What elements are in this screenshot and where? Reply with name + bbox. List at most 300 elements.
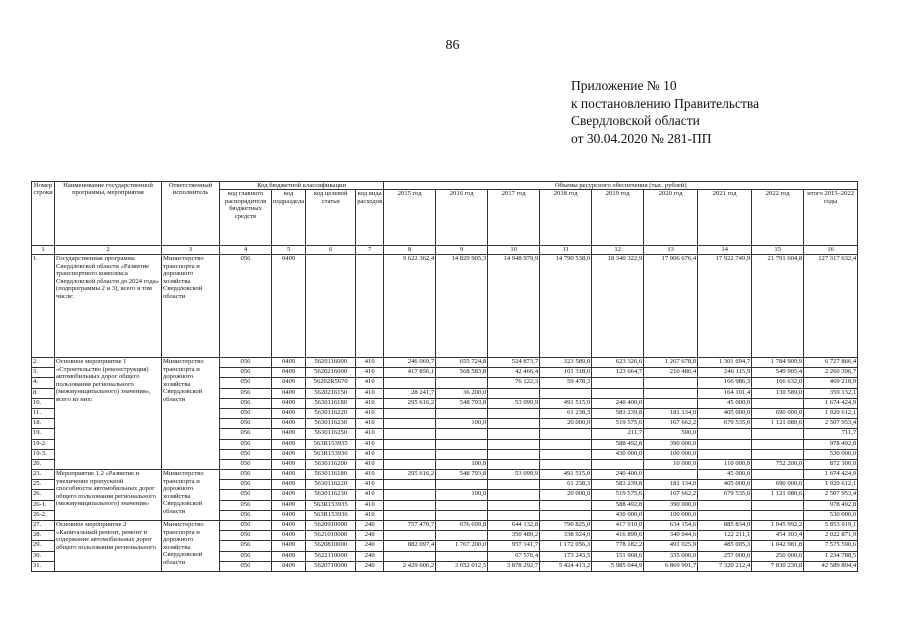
- amount-cell: 405 000,0: [698, 408, 752, 418]
- amount-cell: 53 099,9: [488, 398, 540, 408]
- amount-cell: [752, 500, 804, 510]
- amount-cell: 122 211,1: [698, 531, 752, 541]
- amount-cell: 634 154,6: [644, 521, 698, 531]
- amount-cell: 14 948 979,9: [488, 255, 540, 358]
- amount-cell: 2 022 871,9: [804, 531, 858, 541]
- amount-cell: 76 122,3: [488, 378, 540, 388]
- header-year: 2020 год: [644, 190, 698, 246]
- expense-type-code: 410: [356, 500, 384, 510]
- target-code: 5620910000: [306, 521, 356, 531]
- amount-cell: [384, 378, 436, 388]
- measure-name: Мероприятие 1.2 «Развитие и увеличение пропускной способности автомобильных дорог общего пользования регионального (межмуниципального) значения»: [55, 470, 162, 521]
- column-number: 9: [436, 246, 488, 255]
- amount-cell: 469 218,9: [804, 378, 858, 388]
- expense-type-code: 240: [356, 521, 384, 531]
- amount-cell: 623 326,6: [592, 358, 644, 368]
- header-year: 2018 год: [540, 190, 592, 246]
- row-number: 26-1.: [32, 500, 55, 510]
- amount-cell: 417 910,0: [592, 521, 644, 531]
- expense-type-code: 410: [356, 419, 384, 429]
- amount-cell: [384, 439, 436, 449]
- expense-type-code: 410: [356, 490, 384, 500]
- kgrbs-code: 056: [220, 439, 272, 449]
- subsection-code: 0409: [272, 561, 306, 571]
- header-year: 2016 год: [436, 190, 488, 246]
- row-number: 10.: [32, 398, 55, 408]
- amount-cell: 181 134,0: [644, 408, 698, 418]
- amount-cell: 295 616,2: [384, 398, 436, 408]
- kgrbs-code: 056: [220, 490, 272, 500]
- column-number: 4: [220, 246, 272, 255]
- amount-cell: 3 878 292,7: [488, 561, 540, 571]
- target-code: 5630116250: [306, 429, 356, 439]
- amount-cell: 17 906 676,4: [644, 255, 698, 358]
- amount-cell: 123 664,7: [592, 368, 644, 378]
- expense-type-code: [356, 255, 384, 358]
- amount-cell: 568 583,8: [436, 368, 488, 378]
- amount-cell: 36 200,0: [436, 388, 488, 398]
- column-number: 12: [592, 246, 644, 255]
- amount-cell: [540, 459, 592, 469]
- amount-cell: 17 922 749,9: [698, 255, 752, 358]
- amount-cell: [488, 388, 540, 398]
- amount-cell: 583 239,8: [592, 408, 644, 418]
- amount-cell: 323 589,0: [540, 358, 592, 368]
- column-number: 11: [540, 246, 592, 255]
- column-number: 2: [55, 246, 162, 255]
- column-number: 5: [272, 246, 306, 255]
- amount-cell: [488, 490, 540, 500]
- amount-cell: 164 101,4: [698, 388, 752, 398]
- kgrbs-code: 056: [220, 521, 272, 531]
- amount-cell: [644, 388, 698, 398]
- subsection-code: 0409: [272, 470, 306, 480]
- subsection-code: 0409: [272, 439, 306, 449]
- column-number: 1: [32, 246, 55, 255]
- target-code: 5620216000: [306, 368, 356, 378]
- amount-cell: 151 968,6: [592, 551, 644, 561]
- header-name: Наименование государственной программы, мероприятия: [55, 182, 162, 246]
- amount-cell: 61 238,3: [540, 408, 592, 418]
- subsection-code: 0409: [272, 358, 306, 368]
- amount-cell: 173 243,5: [540, 551, 592, 561]
- subsection-code: 0409: [272, 531, 306, 541]
- amount-cell: [698, 510, 752, 520]
- amount-cell: 295 616,2: [384, 470, 436, 480]
- amount-cell: 1 234 788,5: [804, 551, 858, 561]
- target-code: 563R153935: [306, 439, 356, 449]
- kgrbs-code: 056: [220, 368, 272, 378]
- target-code: 5621010000: [306, 531, 356, 541]
- target-code: 563R153936: [306, 510, 356, 520]
- amount-cell: [436, 408, 488, 418]
- amount-cell: 1 674 424,9: [804, 398, 858, 408]
- amount-cell: [384, 419, 436, 429]
- amount-cell: 45 000,0: [698, 398, 752, 408]
- amount-cell: 530 000,0: [804, 510, 858, 520]
- target-code: 5630116180: [306, 398, 356, 408]
- appendix-line-4: от 30.04.2020 № 281-ПП: [571, 130, 712, 146]
- amount-cell: [752, 439, 804, 449]
- expense-type-code: 410: [356, 480, 384, 490]
- appendix-line-2: к постановлению Правительства: [571, 95, 760, 111]
- amount-cell: 211,7: [592, 429, 644, 439]
- appendix-line-1: Приложение № 10: [571, 78, 677, 93]
- amount-cell: 100,0: [436, 419, 488, 429]
- kgrbs-code: 056: [220, 408, 272, 418]
- amount-cell: 2 507 953,4: [804, 419, 858, 429]
- kgrbs-code: 056: [220, 358, 272, 368]
- amount-cell: [644, 378, 698, 388]
- amount-cell: 130 589,0: [752, 388, 804, 398]
- amount-cell: [540, 500, 592, 510]
- amount-cell: [436, 449, 488, 459]
- target-code: 563R153935: [306, 500, 356, 510]
- amount-cell: [488, 459, 540, 469]
- expense-type-code: 410: [356, 459, 384, 469]
- amount-cell: 978 492,8: [804, 500, 858, 510]
- subsection-code: 0409: [272, 490, 306, 500]
- amount-cell: 679 535,0: [698, 419, 752, 429]
- amount-cell: [592, 459, 644, 469]
- amount-cell: 166 632,0: [752, 378, 804, 388]
- amount-cell: [540, 429, 592, 439]
- amount-cell: 166 986,3: [698, 378, 752, 388]
- row-number: 29.: [32, 541, 55, 551]
- executor-name: Министерство транспорта и дорожного хозяйства Свердловской области: [162, 521, 220, 572]
- table-body: [32, 255, 858, 572]
- target-code: 5620710000: [306, 561, 356, 571]
- header-kgrbs: код главного распорядителя бюджетных средств: [220, 190, 272, 246]
- amount-cell: 588 492,8: [592, 439, 644, 449]
- row-number: 26.: [32, 490, 55, 500]
- amount-cell: [488, 408, 540, 418]
- target-code: 5620810000: [306, 541, 356, 551]
- amount-cell: [752, 429, 804, 439]
- amount-cell: 5 985 044,9: [592, 561, 644, 571]
- amount-cell: [540, 439, 592, 449]
- target-code: 5630116180: [306, 470, 356, 480]
- kgrbs-code: 056: [220, 398, 272, 408]
- amount-cell: [540, 388, 592, 398]
- amount-cell: 1 301 694,7: [698, 358, 752, 368]
- amount-cell: 61 238,3: [540, 480, 592, 490]
- amount-cell: 10 000,0: [644, 459, 698, 469]
- kgrbs-code: 056: [220, 255, 272, 358]
- amount-cell: 1 267 678,0: [644, 358, 698, 368]
- amount-cell: [384, 480, 436, 490]
- column-number: 16: [804, 246, 858, 255]
- amount-cell: 1 784 909,9: [752, 358, 804, 368]
- measure-name: Основное мероприятие 2 «Капитальный ремонт, ремонт и содержание автомобильных дорог общего пользования регионального: [55, 521, 162, 572]
- amount-cell: 549 905,4: [752, 368, 804, 378]
- kgrbs-code: 056: [220, 480, 272, 490]
- amount-cell: [752, 510, 804, 520]
- amount-cell: [540, 510, 592, 520]
- target-code: 5630116220: [306, 408, 356, 418]
- amount-cell: 1 172 056,3: [540, 541, 592, 551]
- subsection-code: 0409: [272, 541, 306, 551]
- amount-cell: [384, 429, 436, 439]
- subsection-code: 0409: [272, 480, 306, 490]
- amount-cell: 711,7: [804, 429, 858, 439]
- amount-cell: 42 589 804,4: [804, 561, 858, 571]
- header-year: 2021 год: [698, 190, 752, 246]
- amount-cell: [488, 449, 540, 459]
- column-number: 14: [698, 246, 752, 255]
- target-code: 5620216150: [306, 388, 356, 398]
- amount-cell: 181 134,0: [644, 480, 698, 490]
- subsection-code: 0409: [272, 429, 306, 439]
- target-code: 5622110000: [306, 551, 356, 561]
- expense-type-code: 240: [356, 531, 384, 541]
- amount-cell: 240 400,0: [592, 398, 644, 408]
- amount-cell: 167 662,2: [644, 490, 698, 500]
- amount-cell: 1 674 424,9: [804, 470, 858, 480]
- amount-cell: [436, 510, 488, 520]
- table-row: [32, 521, 858, 531]
- amount-cell: 519 575,6: [592, 490, 644, 500]
- amount-cell: 524 873,7: [488, 358, 540, 368]
- amount-cell: 416 899,6: [592, 531, 644, 541]
- row-number: 2.: [32, 358, 55, 368]
- row-number: 19-2.: [32, 439, 55, 449]
- amount-cell: [436, 480, 488, 490]
- column-number: 15: [752, 246, 804, 255]
- amount-cell: [644, 398, 698, 408]
- subsection-code: 0409: [272, 388, 306, 398]
- executor-name: Министерство транспорта и дорожного хозяйства Свердловской области: [162, 255, 220, 358]
- amount-cell: 45 000,0: [698, 470, 752, 480]
- row-number: 11.: [32, 408, 55, 418]
- amount-cell: 1 042 981,8: [752, 541, 804, 551]
- header-volumes: Объемы ресурсного обеспечения (тыс. рублей): [384, 182, 858, 190]
- amount-cell: 655 724,8: [436, 358, 488, 368]
- amount-cell: 6 727 866,4: [804, 358, 858, 368]
- amount-cell: 18 340 322,9: [592, 255, 644, 358]
- amount-cell: 757 470,7: [384, 521, 436, 531]
- amount-cell: [698, 439, 752, 449]
- subsection-code: 0409: [272, 255, 306, 358]
- row-number: 26-2.: [32, 510, 55, 520]
- target-code: 5630116220: [306, 480, 356, 490]
- amount-cell: 359 132,1: [804, 388, 858, 398]
- expense-type-code: 410: [356, 378, 384, 388]
- amount-cell: 548 793,8: [436, 470, 488, 480]
- amount-cell: [488, 510, 540, 520]
- amount-cell: 679 535,0: [698, 490, 752, 500]
- row-number: 3.: [32, 368, 55, 378]
- row-number: 20.: [32, 459, 55, 469]
- amount-cell: [436, 551, 488, 561]
- amount-cell: 250 000,0: [752, 551, 804, 561]
- target-code: 5630116230: [306, 490, 356, 500]
- expense-type-code: 410: [356, 449, 384, 459]
- amount-cell: 20 000,0: [540, 419, 592, 429]
- amount-cell: 491 025,9: [644, 541, 698, 551]
- target-code: 56202R5670: [306, 378, 356, 388]
- amount-cell: 1 121 080,6: [752, 419, 804, 429]
- table-row: [32, 255, 858, 358]
- header-year: 2022 год: [752, 190, 804, 246]
- amount-cell: [436, 531, 488, 541]
- kgrbs-code: 056: [220, 449, 272, 459]
- amount-cell: [488, 419, 540, 429]
- amount-cell: 14 829 905,3: [436, 255, 488, 358]
- column-number-row: [32, 246, 858, 255]
- amount-cell: [752, 449, 804, 459]
- row-number: 4.: [32, 378, 55, 388]
- expense-type-code: 410: [356, 398, 384, 408]
- amount-cell: [384, 500, 436, 510]
- target-code: 5630116200: [306, 459, 356, 469]
- amount-cell: 7 320 212,4: [698, 561, 752, 571]
- amount-cell: [488, 480, 540, 490]
- amount-cell: 2 260 396,7: [804, 368, 858, 378]
- target-code: [306, 255, 356, 358]
- amount-cell: 100 000,0: [644, 449, 698, 459]
- amount-cell: 519 575,6: [592, 419, 644, 429]
- amount-cell: 390 000,0: [644, 439, 698, 449]
- amount-cell: 101 318,0: [540, 368, 592, 378]
- amount-cell: 1 045 992,2: [752, 521, 804, 531]
- subsection-code: 0409: [272, 459, 306, 469]
- expense-type-code: 410: [356, 470, 384, 480]
- amount-cell: 778 182,2: [592, 541, 644, 551]
- expense-type-code: 410: [356, 510, 384, 520]
- amount-cell: 885 834,0: [698, 521, 752, 531]
- subsection-code: 0409: [272, 449, 306, 459]
- amount-cell: [436, 429, 488, 439]
- amount-cell: [752, 398, 804, 408]
- row-number: 1.: [32, 255, 55, 358]
- kgrbs-code: 056: [220, 500, 272, 510]
- column-number: 3: [162, 246, 220, 255]
- kgrbs-code: 056: [220, 510, 272, 520]
- subsection-code: 0409: [272, 378, 306, 388]
- amount-cell: 7 830 230,8: [752, 561, 804, 571]
- amount-cell: 21 791 604,8: [752, 255, 804, 358]
- header-num: Номер строки: [32, 182, 55, 246]
- amount-cell: 583 239,8: [592, 480, 644, 490]
- amount-cell: [592, 378, 644, 388]
- subsection-code: 0409: [272, 368, 306, 378]
- column-number: 6: [306, 246, 356, 255]
- amount-cell: [540, 449, 592, 459]
- header-subsection: код подраздела: [272, 190, 306, 246]
- subsection-code: 0409: [272, 398, 306, 408]
- amount-cell: [592, 388, 644, 398]
- subsection-code: 0409: [272, 510, 306, 520]
- amount-cell: 350 489,2: [488, 531, 540, 541]
- amount-cell: 588 492,8: [592, 500, 644, 510]
- amount-cell: [384, 449, 436, 459]
- expense-type-code: 240: [356, 561, 384, 571]
- appendix-line-3: Свердловской области: [571, 113, 700, 128]
- header-expense-type: код вида расходов: [356, 190, 384, 246]
- appendix-block: [571, 77, 759, 147]
- amount-cell: 1 920 612,1: [804, 480, 858, 490]
- kgrbs-code: 056: [220, 378, 272, 388]
- kgrbs-code: 056: [220, 561, 272, 571]
- expense-type-code: 240: [356, 541, 384, 551]
- column-number: 8: [384, 246, 436, 255]
- amount-cell: 7 575 590,6: [804, 541, 858, 551]
- amount-cell: [698, 500, 752, 510]
- amount-cell: 5 853 019,1: [804, 521, 858, 531]
- expense-type-code: 410: [356, 368, 384, 378]
- column-number: 7: [356, 246, 384, 255]
- amount-cell: 430 000,0: [592, 510, 644, 520]
- header-year: 2015 год: [384, 190, 436, 246]
- amount-cell: 752 200,0: [752, 459, 804, 469]
- amount-cell: 690 000,0: [752, 480, 804, 490]
- target-code: 5630116230: [306, 419, 356, 429]
- amount-cell: 210 486,4: [644, 368, 698, 378]
- amount-cell: [436, 378, 488, 388]
- amount-cell: 110 000,0: [698, 459, 752, 469]
- amount-cell: 9 622 362,4: [384, 255, 436, 358]
- header-year: 2019 год: [592, 190, 644, 246]
- amount-cell: [384, 459, 436, 469]
- amount-cell: 20 000,0: [540, 490, 592, 500]
- expense-type-code: 410: [356, 439, 384, 449]
- kgrbs-code: 056: [220, 429, 272, 439]
- column-number: 13: [644, 246, 698, 255]
- amount-cell: 2 429 606,2: [384, 561, 436, 571]
- executor-name: Министерство транспорта и дорожного хозяйства Свердловской области: [162, 470, 220, 521]
- amount-cell: 690 000,0: [752, 408, 804, 418]
- row-number: 27.: [32, 521, 55, 531]
- measure-name: Основное мероприятие 1 «Строительство (реконструкция) автомобильных дорог общего пользования регионального (межмуниципального) значения», всего из них:: [55, 358, 162, 470]
- kgrbs-code: 056: [220, 388, 272, 398]
- amount-cell: 127 317 632,4: [804, 255, 858, 358]
- amount-cell: 100 000,0: [644, 510, 698, 520]
- table-row: [32, 358, 858, 368]
- target-code: 5620116000: [306, 358, 356, 368]
- target-code: 563R153936: [306, 449, 356, 459]
- amount-cell: 644 132,8: [488, 521, 540, 531]
- amount-cell: [384, 531, 436, 541]
- page-number: 86: [445, 38, 460, 53]
- amount-cell: 14 790 538,0: [540, 255, 592, 358]
- amount-cell: 500,0: [644, 429, 698, 439]
- row-number: 19.: [32, 429, 55, 439]
- amount-cell: [698, 449, 752, 459]
- amount-cell: 1 121 080,6: [752, 490, 804, 500]
- amount-cell: 978 492,8: [804, 439, 858, 449]
- row-number: 18.: [32, 419, 55, 429]
- kgrbs-code: 056: [220, 541, 272, 551]
- header-budget-classification: Код бюджетной классификации: [220, 182, 384, 190]
- kgrbs-code: 056: [220, 419, 272, 429]
- subsection-code: 0409: [272, 419, 306, 429]
- row-number: 8.: [32, 388, 55, 398]
- amount-cell: 340 044,6: [644, 531, 698, 541]
- amount-cell: 167 662,2: [644, 419, 698, 429]
- subsection-code: 0409: [272, 500, 306, 510]
- amount-cell: 882 097,4: [384, 541, 436, 551]
- amount-cell: 430 000,0: [592, 449, 644, 459]
- expense-type-code: 410: [356, 429, 384, 439]
- row-number: 23.: [32, 470, 55, 480]
- amount-cell: [384, 408, 436, 418]
- amount-cell: [384, 510, 436, 520]
- header-executor: Ответственный исполнитель: [162, 182, 220, 246]
- budget-table: [31, 181, 858, 572]
- kgrbs-code: 056: [220, 459, 272, 469]
- amount-cell: [488, 439, 540, 449]
